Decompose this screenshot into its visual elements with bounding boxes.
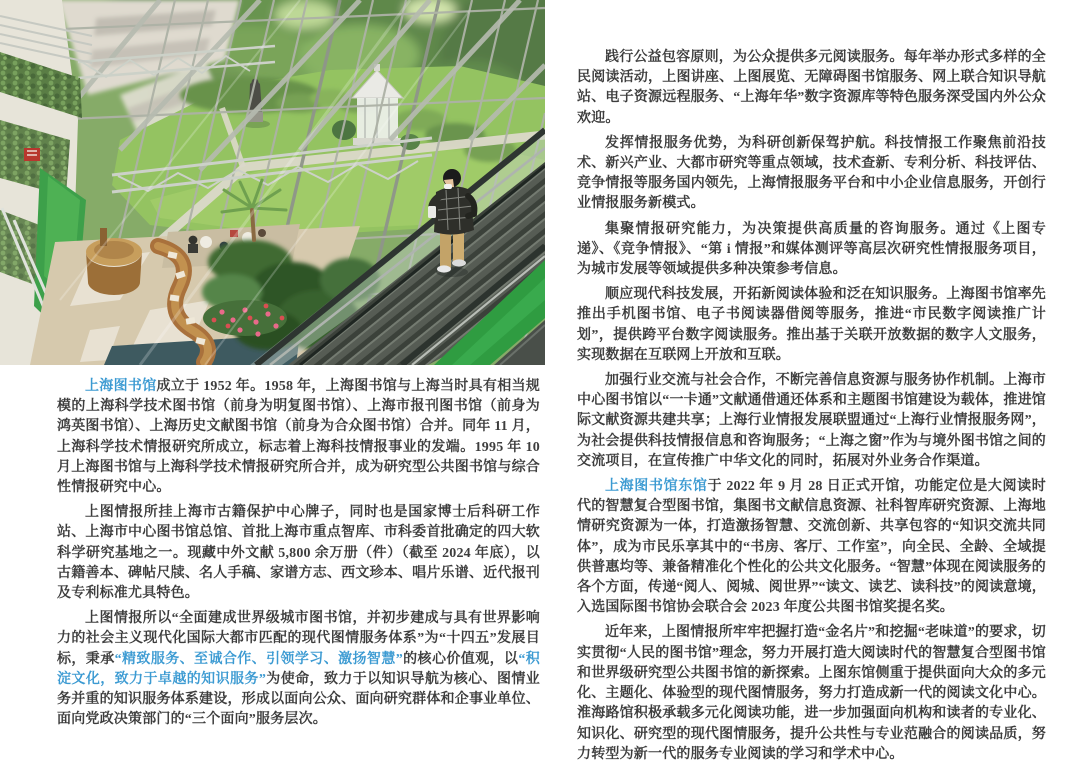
paragraph [57,503,540,604]
paragraph [577,623,1046,764]
body-text: 发挥情报服务优势，为科研创新保驾护航。科技情报工作聚焦前沿技术、新兴产业、大都市研究等重点领域，技术查新、专利分析、科技评估、竞争情报等服务国内领先，上海情报服务平台和中小企业信息服务，开创行业情报服务新模式。 [577,135,1046,212]
paragraph [577,371,1046,472]
paragraph [577,477,1046,618]
body-text: 近年来，上图情报所牢牢把握打造“金名片”和挖掘“老味道”的要求，切实贯彻“人民的图书馆”理念，努力开展打造大阅读时代的智慧复合型图书馆和世界级研究型公共图书馆的新探索。上图东馆侧重于提供面向大众的多元化、主题化、体验型的现代图情服务，努力打造成新一代的阅读文化中心。淮海路馆积极承载多元化阅读功能，进一步加强面向机构和读者的专业化、知识化、研究型的现代图情服务，提升公共性与专业范融合的阅读品质，努力转型为新一代的服务专业阅读的学习和学术中心。 [577,625,1046,762]
body-text: 上图情报所挂上海市古籍保护中心牌子，同时也是国家博士后科研工作站、上海市中心图书馆总馆、首批上海市重点智库、市科委首批确定的四大软科学研究基地之一。现藏中外文献 5,800 余万册（件）（截至 2024 年底），以古籍善本、碑帖尺牍、名人手稿、家谱方志、西文珍本、唱片乐谱、近代报刊及专利标准尤具特色。 [57,505,540,602]
paragraph [577,220,1046,281]
body-text: 践行公益包容原则，为公众提供多元阅读服务。每年举办形式多样的全民阅读活动，上图讲座、上图展览、无障碍图书馆服务、网上联合知识导航站、电子资源远程服务、“上海年华”数字资源库等特色服务深受国内外公众欢迎。 [577,50,1046,126]
accent-text: 上海图书馆 [85,379,157,394]
accent-text: 上海图书馆东馆 [605,479,708,495]
paragraph [57,609,540,730]
paragraph [57,377,540,498]
left-column [57,377,540,730]
body-text: 集聚情报研究能力，为决策提供高质量的咨询服务。通过《上图专递》、《竞争情报》、“第 i 情报”和媒体测评等高层次研究性情报服务项目，为城市发展等领域提供多种决策参考信息。 [577,221,1046,278]
body-text: 的核心价值观，以 [402,651,519,667]
body-text: 顺应现代科技发展，开拓新阅读体验和泛在知识服务。上海图书馆率先推出手机图书馆、电子书阅读器借阅等服务，推进“市民数字阅读推广计划”，提供跨平台数字阅读服务。推出基于关联开放数据的数字人文服务，实现数据在互联网上开放和互联。 [577,287,1046,363]
body-text: 成立于 1952 年。1958 年，上海图书馆与上海当时具有相当规模的上海科学技术图书馆（前身为明复图书馆）、上海市报刊图书馆（前身为鸿英图书馆）、上海历史文献图书馆（前身为合众图书馆）合并。同年 11 月，上海科学技术情报研究所成立，标志着上海科技情报事业的发端。1995 年 10 月上海图书馆与上海科学技术情报研究所合并，成为研究型公共图书馆与综合性情报研究中心。 [57,379,540,496]
body-text: 于 2022 年 9 月 28 日正式开馆，功能定位是大阅读时代的智慧复合型图书馆，集图书文献信息资源、社科智库研究资源、上海地情研究资源为一体，打造激扬智慧、交流创新、共享包容的“知识交流共同体”，成为市民乐享其中的“书房、客厅、工作室”，向全民、全龄、全域提供普惠均等、兼备精准化个性化的公共文化服务。“智慧”体现在阅读服务的各个方面，传递“阅人、阅城、阅世界”“读文、读艺、读科技”的阅读意境，入选国际图书馆协会联合会 2023 年度公共图书馆奖提名奖。 [577,479,1046,616]
body-text: 加强行业交流与社会合作，不断完善信息资源与服务协作机制。上海市中心图书馆以“一卡通”文献通借通还体系和主题图书馆建设为载体，推进馆际文献资源共建共享；上海行业情报发展联盟通过“上海行业情报服务网”，为社会提供科技情报信息和咨询服务；“上海之窗”作为与境外图书馆之间的交流项目，在宣传推广中华文化的同时，拓展对外业务合作渠道。 [577,373,1046,469]
accent-text: “积淀文化，致力于卓越的知识服务” [57,651,540,687]
right-column [577,48,1046,765]
accent-text: “精致服务、至诚合作、引领学习、激扬智慧” [114,651,403,667]
paragraph [577,134,1046,215]
paragraph [577,48,1046,129]
paragraph [577,285,1046,366]
library-atrium-photo [0,0,545,365]
body-text: 上图情报所以“全面建成世界级城市图书馆，并初步建成与具有世界影响力的社会主义现代化国际大都市匹配的现代图情服务体系”为“十四五”发展目标，秉承 [57,611,540,667]
body-text: 为使命，致力于以知识导航为核心、图情业务并重的知识服务体系建设，形成以面向公众、面向研究群体和企事业单位、面向党政决策部门的“三个面向”服务层次。 [57,671,540,728]
